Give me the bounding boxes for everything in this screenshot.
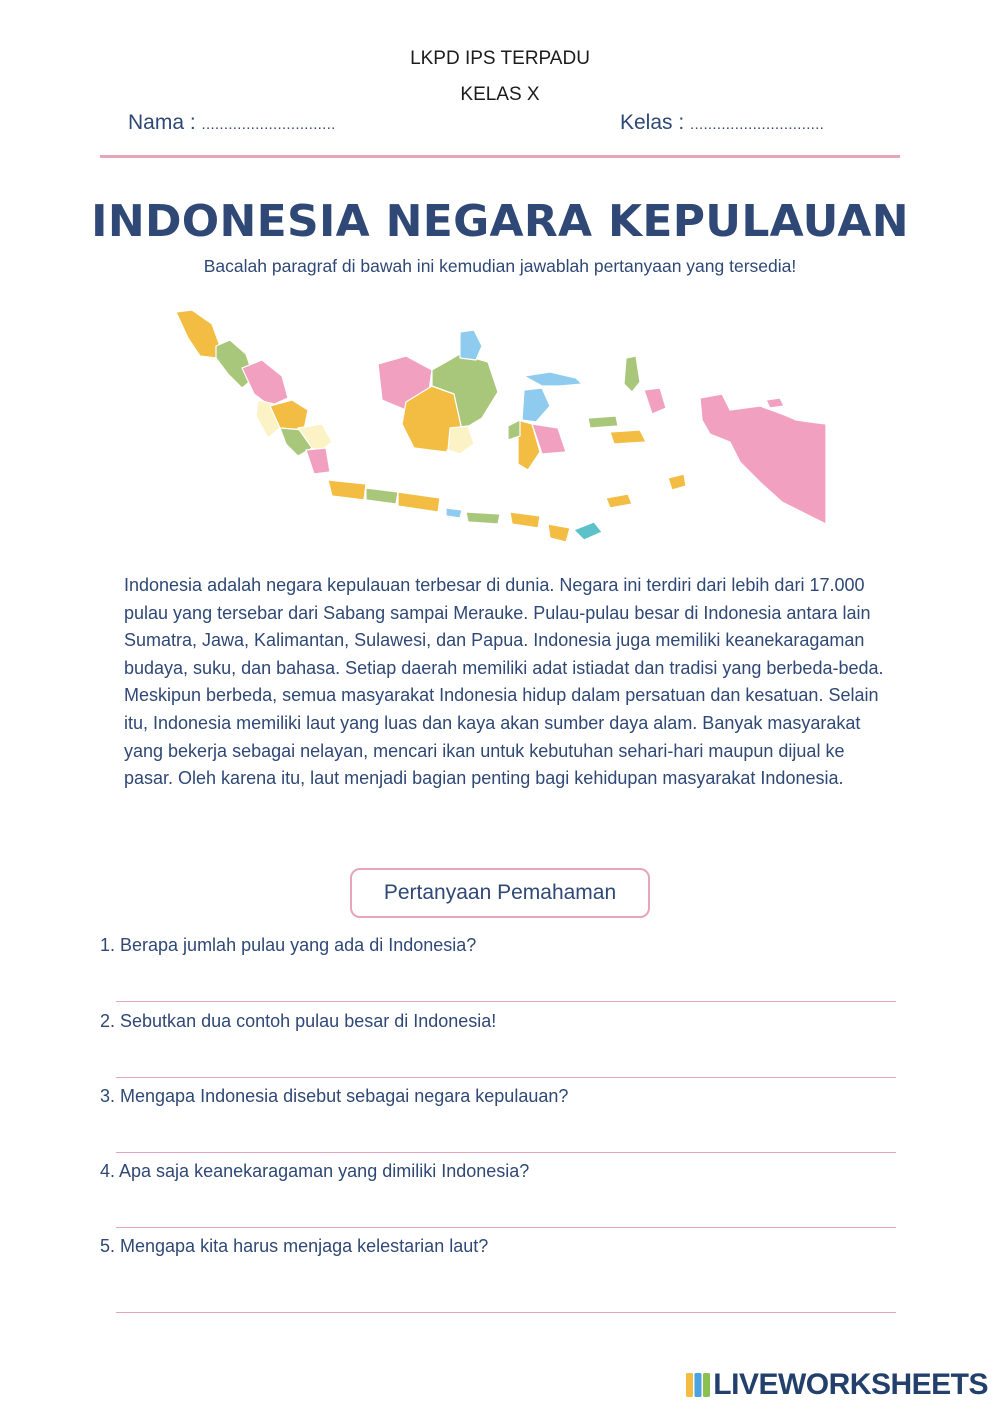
- name-label: Nama :: [128, 111, 196, 134]
- map-region: [510, 512, 540, 528]
- map-region: [448, 426, 474, 454]
- header-divider: [100, 155, 900, 158]
- map-region: [700, 394, 826, 524]
- question-4: 4. Apa saja keanekaragaman yang dimiliki Indonesia?: [100, 1161, 530, 1181]
- class-label: Kelas :: [620, 111, 685, 134]
- map-region: [366, 488, 398, 504]
- map-region: [606, 494, 632, 508]
- instruction-text: Bacalah paragraf di bawah ini kemudian jawablah pertanyaan yang tersedia!: [203, 256, 797, 276]
- brand-name: LIVEWORKSHEETS: [713, 1368, 988, 1401]
- map-region: [766, 398, 784, 408]
- map-region: [328, 480, 366, 500]
- map-region: [522, 388, 550, 422]
- name-field[interactable]: [128, 111, 336, 135]
- answer-line-1[interactable]: [116, 1001, 896, 1002]
- answer-line-4[interactable]: [116, 1227, 896, 1228]
- reading-paragraph: Indonesia adalah negara kepulauan terbesar di dunia. Negara ini terdiri dari lebih dari 17.000 pulau yang tersebar dari Sabang sampai Merauke. Pulau-pulau besar di Indonesia antara lain Sumatra, Jawa, Kalimantan, Sulawesi, dan Papua. Indonesia juga memiliki keanekaragaman budaya, suku, dan bahasa. Setiap daerah memiliki adat istiadat dan tradisi yang berbeda-beda. Meskipun berbeda, semua masyarakat Indonesia hidup dalam persatuan dan kesatuan. Selain itu, Indonesia memiliki laut yang luas dan kaya akan sumber daya alam. Banyak masyarakat yang bekerja sebagai nelayan, mencari ikan untuk kebutuhan sehari-hari maupun dijual ke pasar. Oleh karena itu, laut menjadi bagian penting bagi kehidupan masyarakat Indonesia.: [124, 575, 884, 789]
- name-blank[interactable]: ..............................: [201, 116, 336, 133]
- answer-line-5[interactable]: [116, 1312, 896, 1313]
- map-region: [524, 372, 582, 386]
- question-5: 5. Mengapa kita harus menjaga kelestarian laut?: [100, 1236, 489, 1256]
- worksheet-grade: KELAS X: [460, 84, 540, 105]
- map-region: [306, 448, 330, 474]
- map-region: [548, 524, 570, 542]
- map-region: [398, 492, 440, 512]
- map-region: [466, 512, 500, 524]
- map-region: [242, 360, 288, 406]
- worksheet-subject: LKPD IPS TERPADU: [410, 48, 590, 69]
- map-region: [460, 330, 482, 360]
- class-blank[interactable]: ..............................: [690, 116, 825, 133]
- indonesia-map-icon: [170, 302, 830, 552]
- map-region: [624, 356, 640, 392]
- map-region: [574, 522, 602, 540]
- answer-line-3[interactable]: [116, 1152, 896, 1153]
- question-2: 2. Sebutkan dua contoh pulau besar di Indonesia!: [100, 1011, 497, 1031]
- map-region: [176, 310, 220, 358]
- question-3: 3. Mengapa Indonesia disebut sebagai negara kepulauan?: [100, 1086, 569, 1106]
- map-region: [508, 420, 520, 440]
- questions-heading: Pertanyaan Pemahaman: [350, 868, 650, 918]
- answer-line-2[interactable]: [116, 1077, 896, 1078]
- map-region: [668, 474, 686, 490]
- map-region: [610, 430, 646, 444]
- liveworksheets-logo-icon: [685, 1372, 711, 1398]
- map-region: [446, 508, 462, 518]
- brand-logo: [685, 1368, 988, 1402]
- map-region: [588, 416, 618, 428]
- class-field[interactable]: [620, 111, 824, 135]
- page-title: INDONESIA NEGARA KEPULAUAN: [91, 196, 909, 247]
- map-region: [644, 388, 666, 414]
- question-1: 1. Berapa jumlah pulau yang ada di Indonesia?: [100, 935, 477, 955]
